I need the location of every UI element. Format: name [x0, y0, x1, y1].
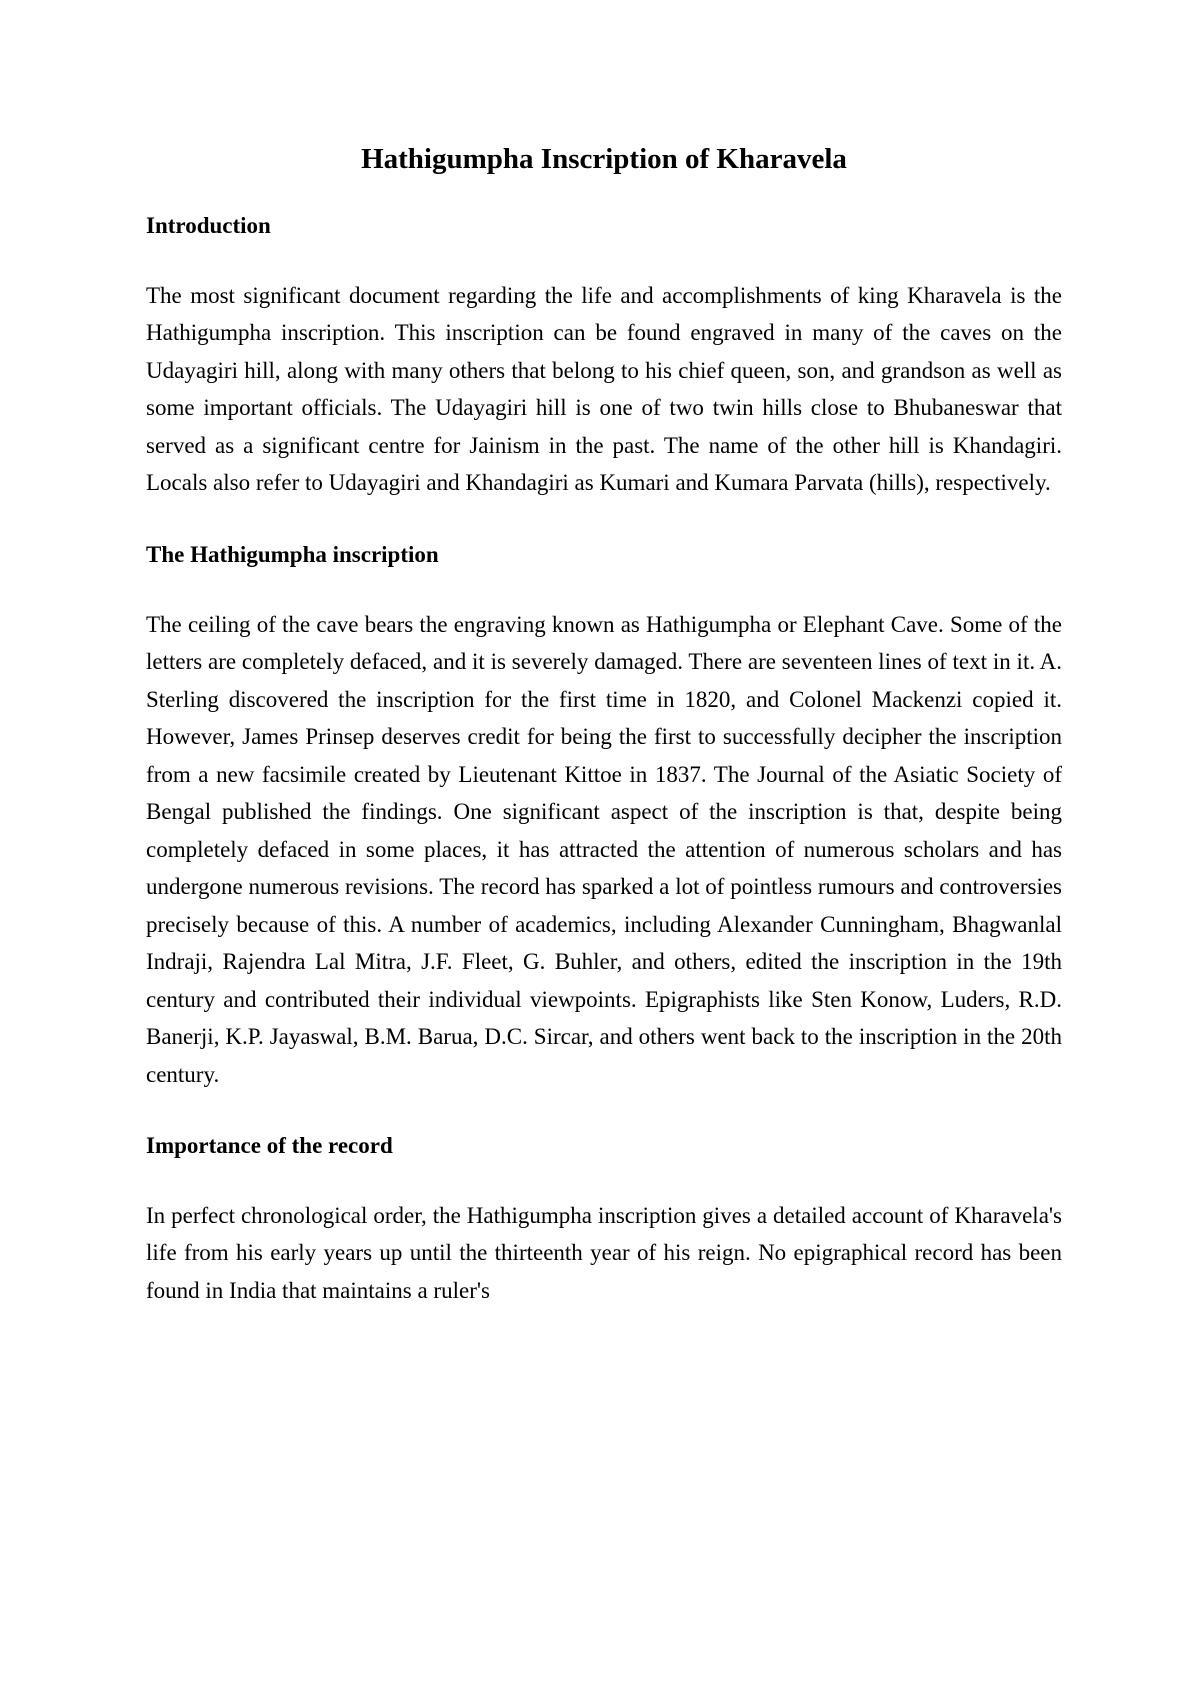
section-heading-hathigumpha-inscription: The Hathigumpha inscription	[146, 541, 439, 567]
paragraph-hathigumpha-inscription: The ceiling of the cave bears the engraving known as Hathigumpha or Elephant Cave. Some of the letters are completely defaced, and it is severely damaged. There are seventeen lines of text in it. A. Sterling discovered the inscription for the first time in 1820, and Colonel Mackenzi copied it. However, James Prinsep deserves credit for being the first to successfully decipher the inscription from a new facsimile created by Lieutenant Kittoe in 1837. The Journal of the Asiatic Society of Bengal published the findings. One significant aspect of the inscription is that, despite being completely defaced in some places, it has attracted the attention of numerous scholars and has undergone numerous revisions. The record has sparked a lot of pointless rumours and controversies precisely because of this. A number of academics, including Alexander Cunningham, Bhagwanlal Indraji, Rajendra Lal Mitra, J.F. Fleet, G. Buhler, and others, edited the inscription in the 19th century and contributed their individual viewpoints. Epigraphists like Sten Konow, Luders, R.D. Banerji, K.P. Jayaswal, B.M. Barua, D.C. Sircar, and others went back to the inscription in the 20th century.	[146, 611, 1062, 1087]
paragraph-introduction: The most significant document regarding the life and accomplishments of king Kharavela is the Hathigumpha inscription. This inscription can be found engraved in many of the caves on the Udayagiri hill, along with many others that belong to his chief queen, son, and grandson as well as some important officials. The Udayagiri hill is one of two twin hills close to Bhubaneswar that served as a significant centre for Jainism in the past. The name of the other hill is Khandagiri. Locals also refer to Udayagiri and Khandagiri as Kumari and Kumara Parvata (hills), respectively.	[146, 282, 1062, 496]
document-body	[146, 142, 1062, 1347]
section-heading-importance-of-record: Importance of the record	[146, 1133, 393, 1159]
document-title: Hathigumpha Inscription of Kharavela	[361, 143, 847, 175]
section-heading-introduction: Introduction	[146, 212, 271, 238]
paragraph-importance-of-record: In perfect chronological order, the Hathigumpha inscription gives a detailed account of Kharavela's life from his early years up until the thirteenth year of his reign. No epigraphical record has been found in India that maintains a ruler's	[146, 1202, 1062, 1303]
